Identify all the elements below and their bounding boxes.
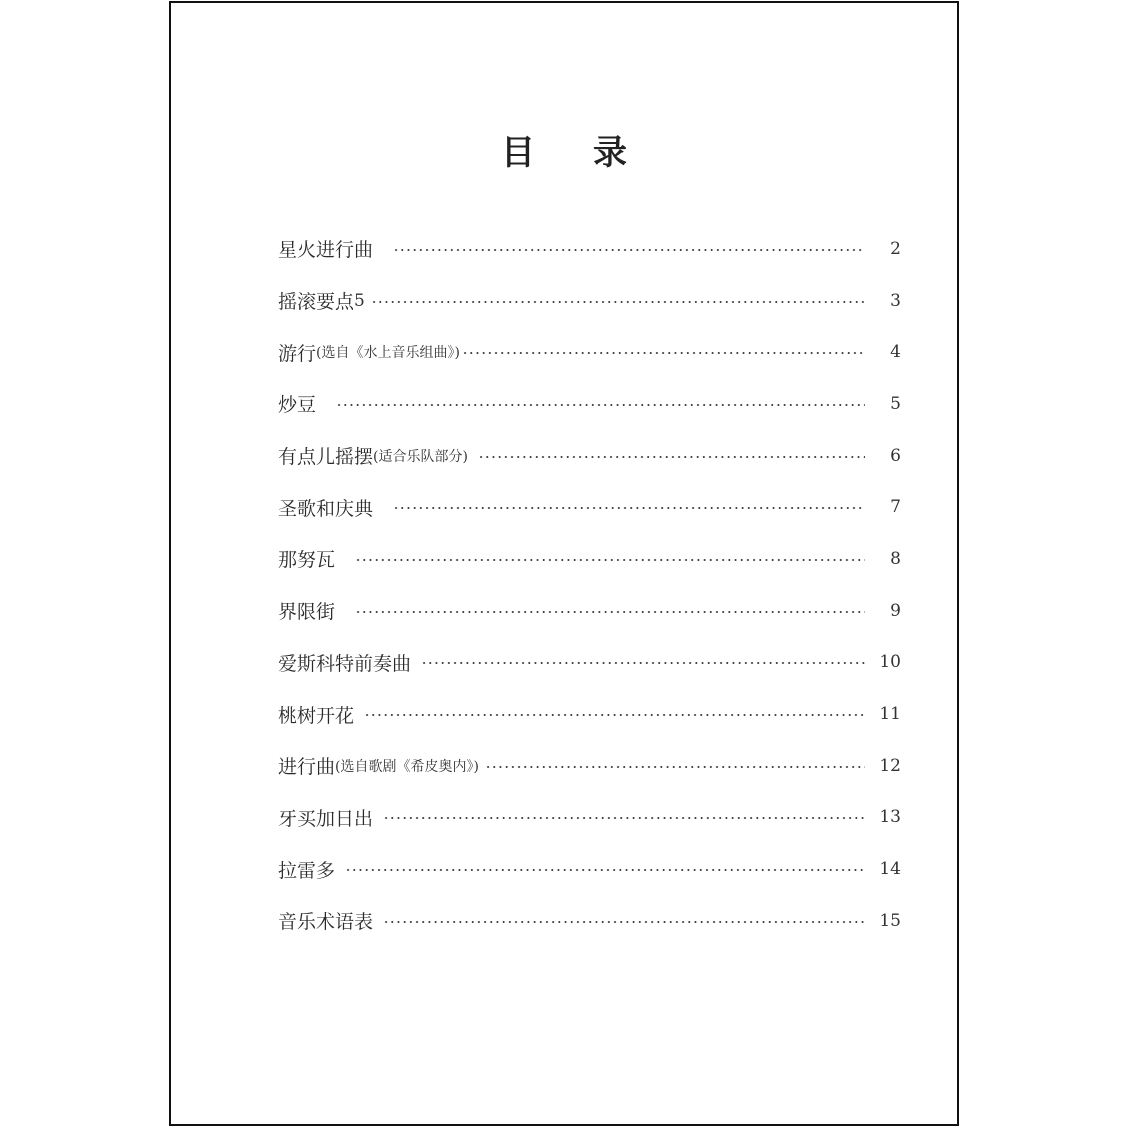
- dot-leader: [364, 714, 865, 716]
- entry-title: 有点儿摇摆: [278, 446, 374, 469]
- toc-entry[interactable]: [278, 275, 901, 327]
- toc-entry[interactable]: [278, 378, 901, 430]
- entry-page-number: 7: [890, 497, 901, 518]
- entry-page-number: 3: [890, 290, 901, 311]
- entry-subtitle: (选自《水上音乐组曲》): [316, 345, 460, 362]
- entry-title: 圣歌和庆典: [278, 497, 374, 520]
- entry-title: 桃树开花: [278, 704, 355, 727]
- dot-leader: [355, 611, 865, 613]
- entry-title: 星火进行曲: [278, 239, 374, 262]
- dot-leader: [336, 404, 865, 406]
- dot-leader: [355, 559, 865, 561]
- dot-leader: [393, 507, 865, 509]
- dot-leader: [393, 249, 865, 251]
- dot-leader: [383, 817, 865, 819]
- dot-leader: [345, 869, 865, 871]
- dot-leader: [421, 662, 865, 664]
- toc-list: [278, 223, 901, 947]
- entry-title: 爱斯科特前奏曲: [278, 652, 412, 675]
- entry-title: 那努瓦: [278, 549, 336, 572]
- toc-entry[interactable]: [278, 533, 901, 585]
- entry-page-number: 13: [879, 807, 901, 828]
- toc-entry[interactable]: [278, 637, 901, 689]
- toc-entry[interactable]: [278, 843, 901, 895]
- title-char-2: 录: [593, 133, 627, 173]
- dot-leader: [478, 456, 865, 458]
- dot-leader: [462, 352, 865, 354]
- entry-page-number: 2: [890, 238, 901, 259]
- entry-page-number: 5: [890, 393, 901, 414]
- entry-page-number: 12: [879, 755, 901, 776]
- entry-title: 游行: [278, 342, 317, 365]
- entry-page-number: 9: [890, 600, 901, 621]
- toc-entry[interactable]: [278, 895, 901, 947]
- entry-title: 牙买加日出: [278, 807, 374, 830]
- dot-leader: [383, 921, 865, 923]
- entry-page-number: 6: [890, 445, 901, 466]
- page-title: [171, 125, 957, 174]
- toc-entry[interactable]: [278, 585, 901, 637]
- entry-subtitle: (适合乐队部分): [373, 448, 468, 465]
- entry-page-number: 14: [879, 859, 901, 880]
- entry-title: 界限街: [278, 601, 336, 624]
- document-page: [169, 1, 959, 1126]
- entry-page-number: 15: [879, 910, 901, 931]
- entry-page-number: 10: [879, 652, 901, 673]
- entry-page-number: 11: [879, 704, 901, 725]
- toc-entry[interactable]: [278, 792, 901, 844]
- entry-page-number: 4: [890, 342, 901, 363]
- entry-title: 炒豆: [278, 394, 317, 417]
- entry-title: 进行曲: [278, 756, 336, 779]
- dot-leader: [485, 766, 865, 768]
- entry-subtitle: 5: [354, 290, 365, 311]
- entry-title: 音乐术语表: [278, 911, 374, 934]
- toc-entry[interactable]: [278, 688, 901, 740]
- entry-title: 摇滚要点: [278, 291, 355, 314]
- entry-title: 拉雷多: [278, 859, 336, 882]
- entry-subtitle: (选自歌剧《希皮奥内》): [335, 758, 479, 775]
- toc-entry[interactable]: [278, 223, 901, 275]
- dot-leader: [371, 301, 865, 303]
- toc-entry[interactable]: [278, 326, 901, 378]
- title-char-1: 目: [501, 133, 535, 173]
- toc-entry[interactable]: [278, 740, 901, 792]
- toc-entry[interactable]: [278, 481, 901, 533]
- toc-entry[interactable]: [278, 430, 901, 482]
- entry-page-number: 8: [890, 548, 901, 569]
